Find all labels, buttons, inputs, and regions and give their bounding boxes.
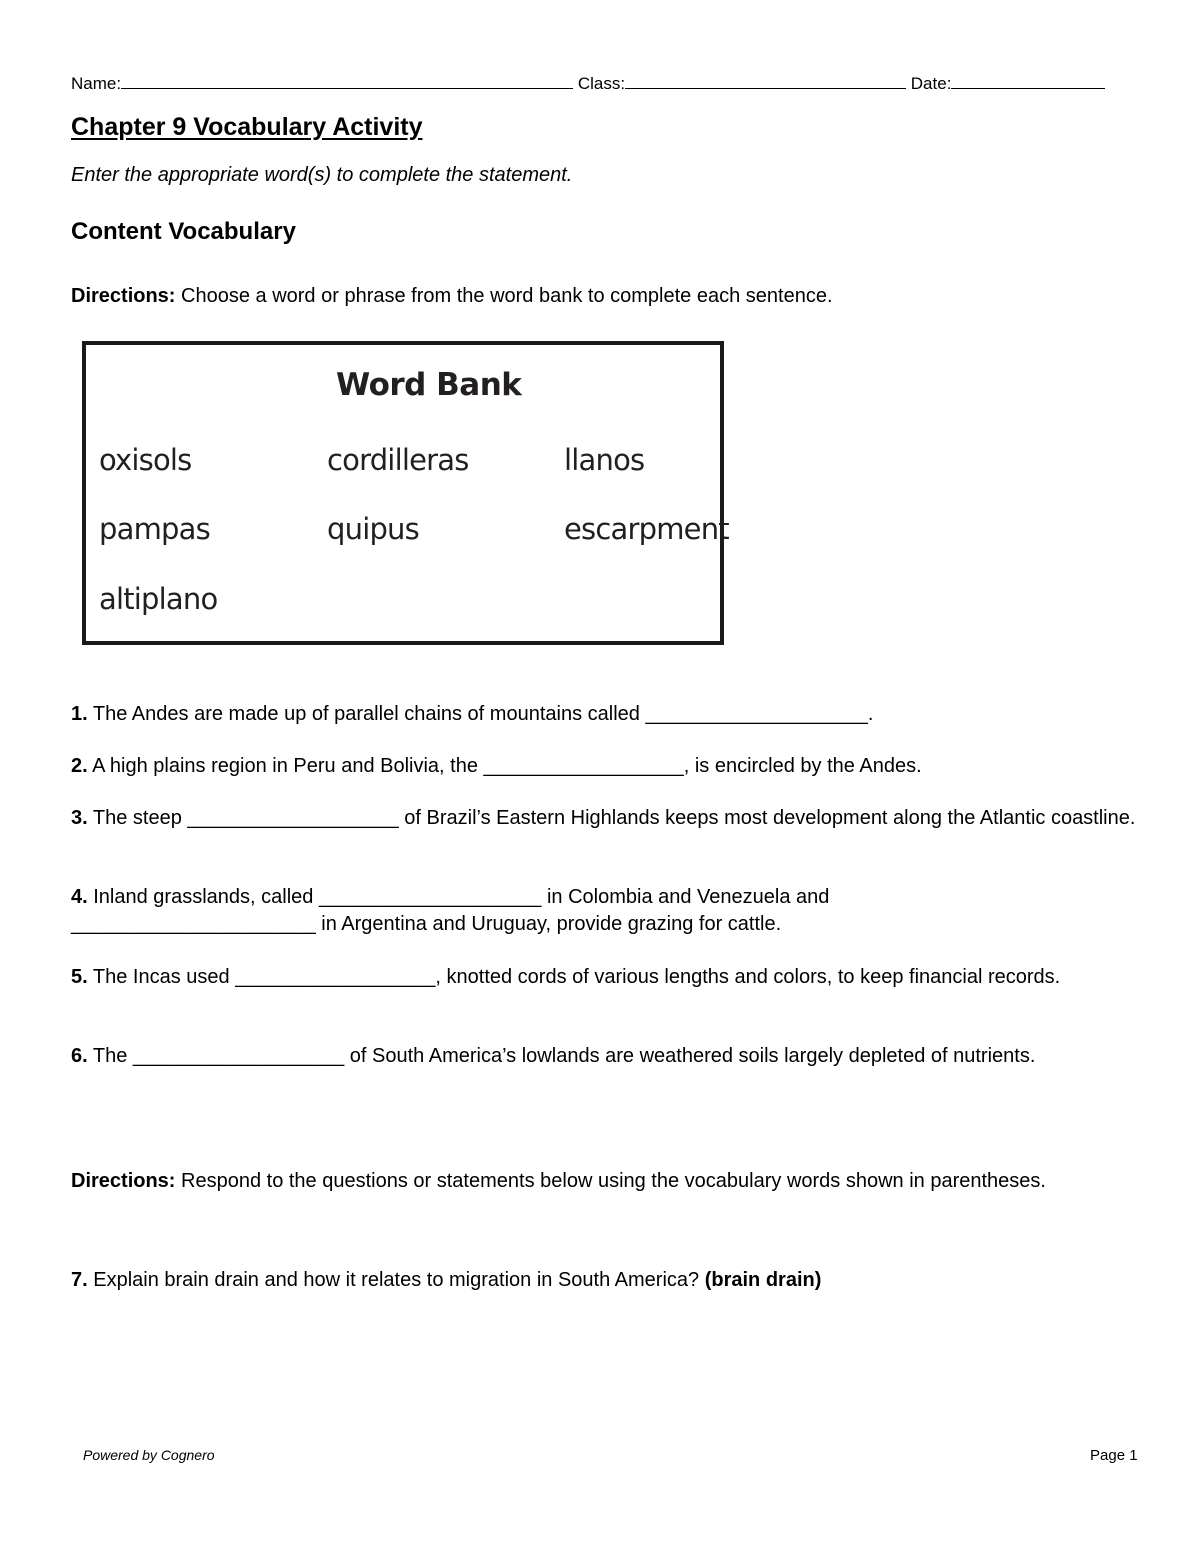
question-number: 3. <box>71 807 88 829</box>
page-title: Chapter 9 Vocabulary Activity <box>71 113 423 141</box>
directions-word-bank <box>71 283 1131 310</box>
date-label: Date: <box>910 74 952 93</box>
directions-response <box>71 1168 1091 1195</box>
question-text: The Incas used __________________, knotted cords of various lengths and colors, to keep financial records. <box>87 966 1061 988</box>
question-number: 6. <box>71 1045 88 1067</box>
question-number: 5. <box>71 966 88 988</box>
word-bank-word: cordilleras <box>327 443 469 477</box>
date-field[interactable] <box>951 72 1105 89</box>
question-3[interactable] <box>71 805 1136 832</box>
question-2[interactable] <box>71 753 1136 780</box>
word-bank-word: pampas <box>99 512 210 546</box>
word-bank-word: altiplano <box>99 582 218 616</box>
question-4[interactable] <box>71 884 961 938</box>
question-text: Explain brain drain and how it relates to migration in South America? <box>87 1269 705 1291</box>
class-field[interactable] <box>625 72 906 89</box>
question-6[interactable] <box>71 1043 1111 1070</box>
directions-text: Choose a word or phrase from the word bank to complete each sentence. <box>175 285 833 307</box>
section-heading: Content Vocabulary <box>71 218 296 245</box>
word-bank-word: quipus <box>327 512 419 546</box>
word-bank-box <box>82 341 729 645</box>
student-info-header <box>71 72 1131 95</box>
directions-text: Respond to the questions or statements below using the vocabulary words shown in parentheses. <box>175 1170 1046 1192</box>
question-1[interactable] <box>71 701 1136 728</box>
question-7[interactable] <box>71 1267 1136 1294</box>
directions-label: Directions: <box>71 285 176 307</box>
word-bank-title: Word Bank <box>336 367 522 403</box>
question-text: The Andes are made up of parallel chains of mountains called ____________________. <box>87 703 874 725</box>
question-5[interactable] <box>71 964 1061 991</box>
question-text: A high plains region in Peru and Bolivia, the __________________, is encircled by the Andes. <box>87 755 922 777</box>
question-number: 2. <box>71 755 88 777</box>
word-bank-word: escarpment <box>564 512 729 546</box>
footer-page-number: Page 1 <box>1090 1447 1138 1464</box>
name-label: Name: <box>71 74 122 93</box>
question-number: 4. <box>71 886 88 908</box>
question-number: 1. <box>71 703 88 725</box>
footer-powered-by: Powered by Cognero <box>83 1447 215 1463</box>
question-text: The ___________________ of South America’s lowlands are weathered soils largely depleted of nutrients. <box>87 1045 1036 1067</box>
word-bank-word: llanos <box>564 443 645 477</box>
word-bank-word: oxisols <box>99 443 192 477</box>
instruction-text: Enter the appropriate word(s) to complete the statement. <box>71 164 573 186</box>
question-text: Inland grasslands, called ____________________ in Colombia and Venezuela and ______________________ in Argentina and Uruguay, provide grazing for cattle. <box>71 886 830 935</box>
directions-label: Directions: <box>71 1170 176 1192</box>
question-number: 7. <box>71 1269 88 1291</box>
name-field[interactable] <box>121 72 573 89</box>
question-keyword: (brain drain) <box>704 1269 822 1291</box>
question-text: The steep ___________________ of Brazil’s Eastern Highlands keeps most development along the Atlantic coastline. <box>87 807 1136 829</box>
class-label: Class: <box>577 74 626 93</box>
